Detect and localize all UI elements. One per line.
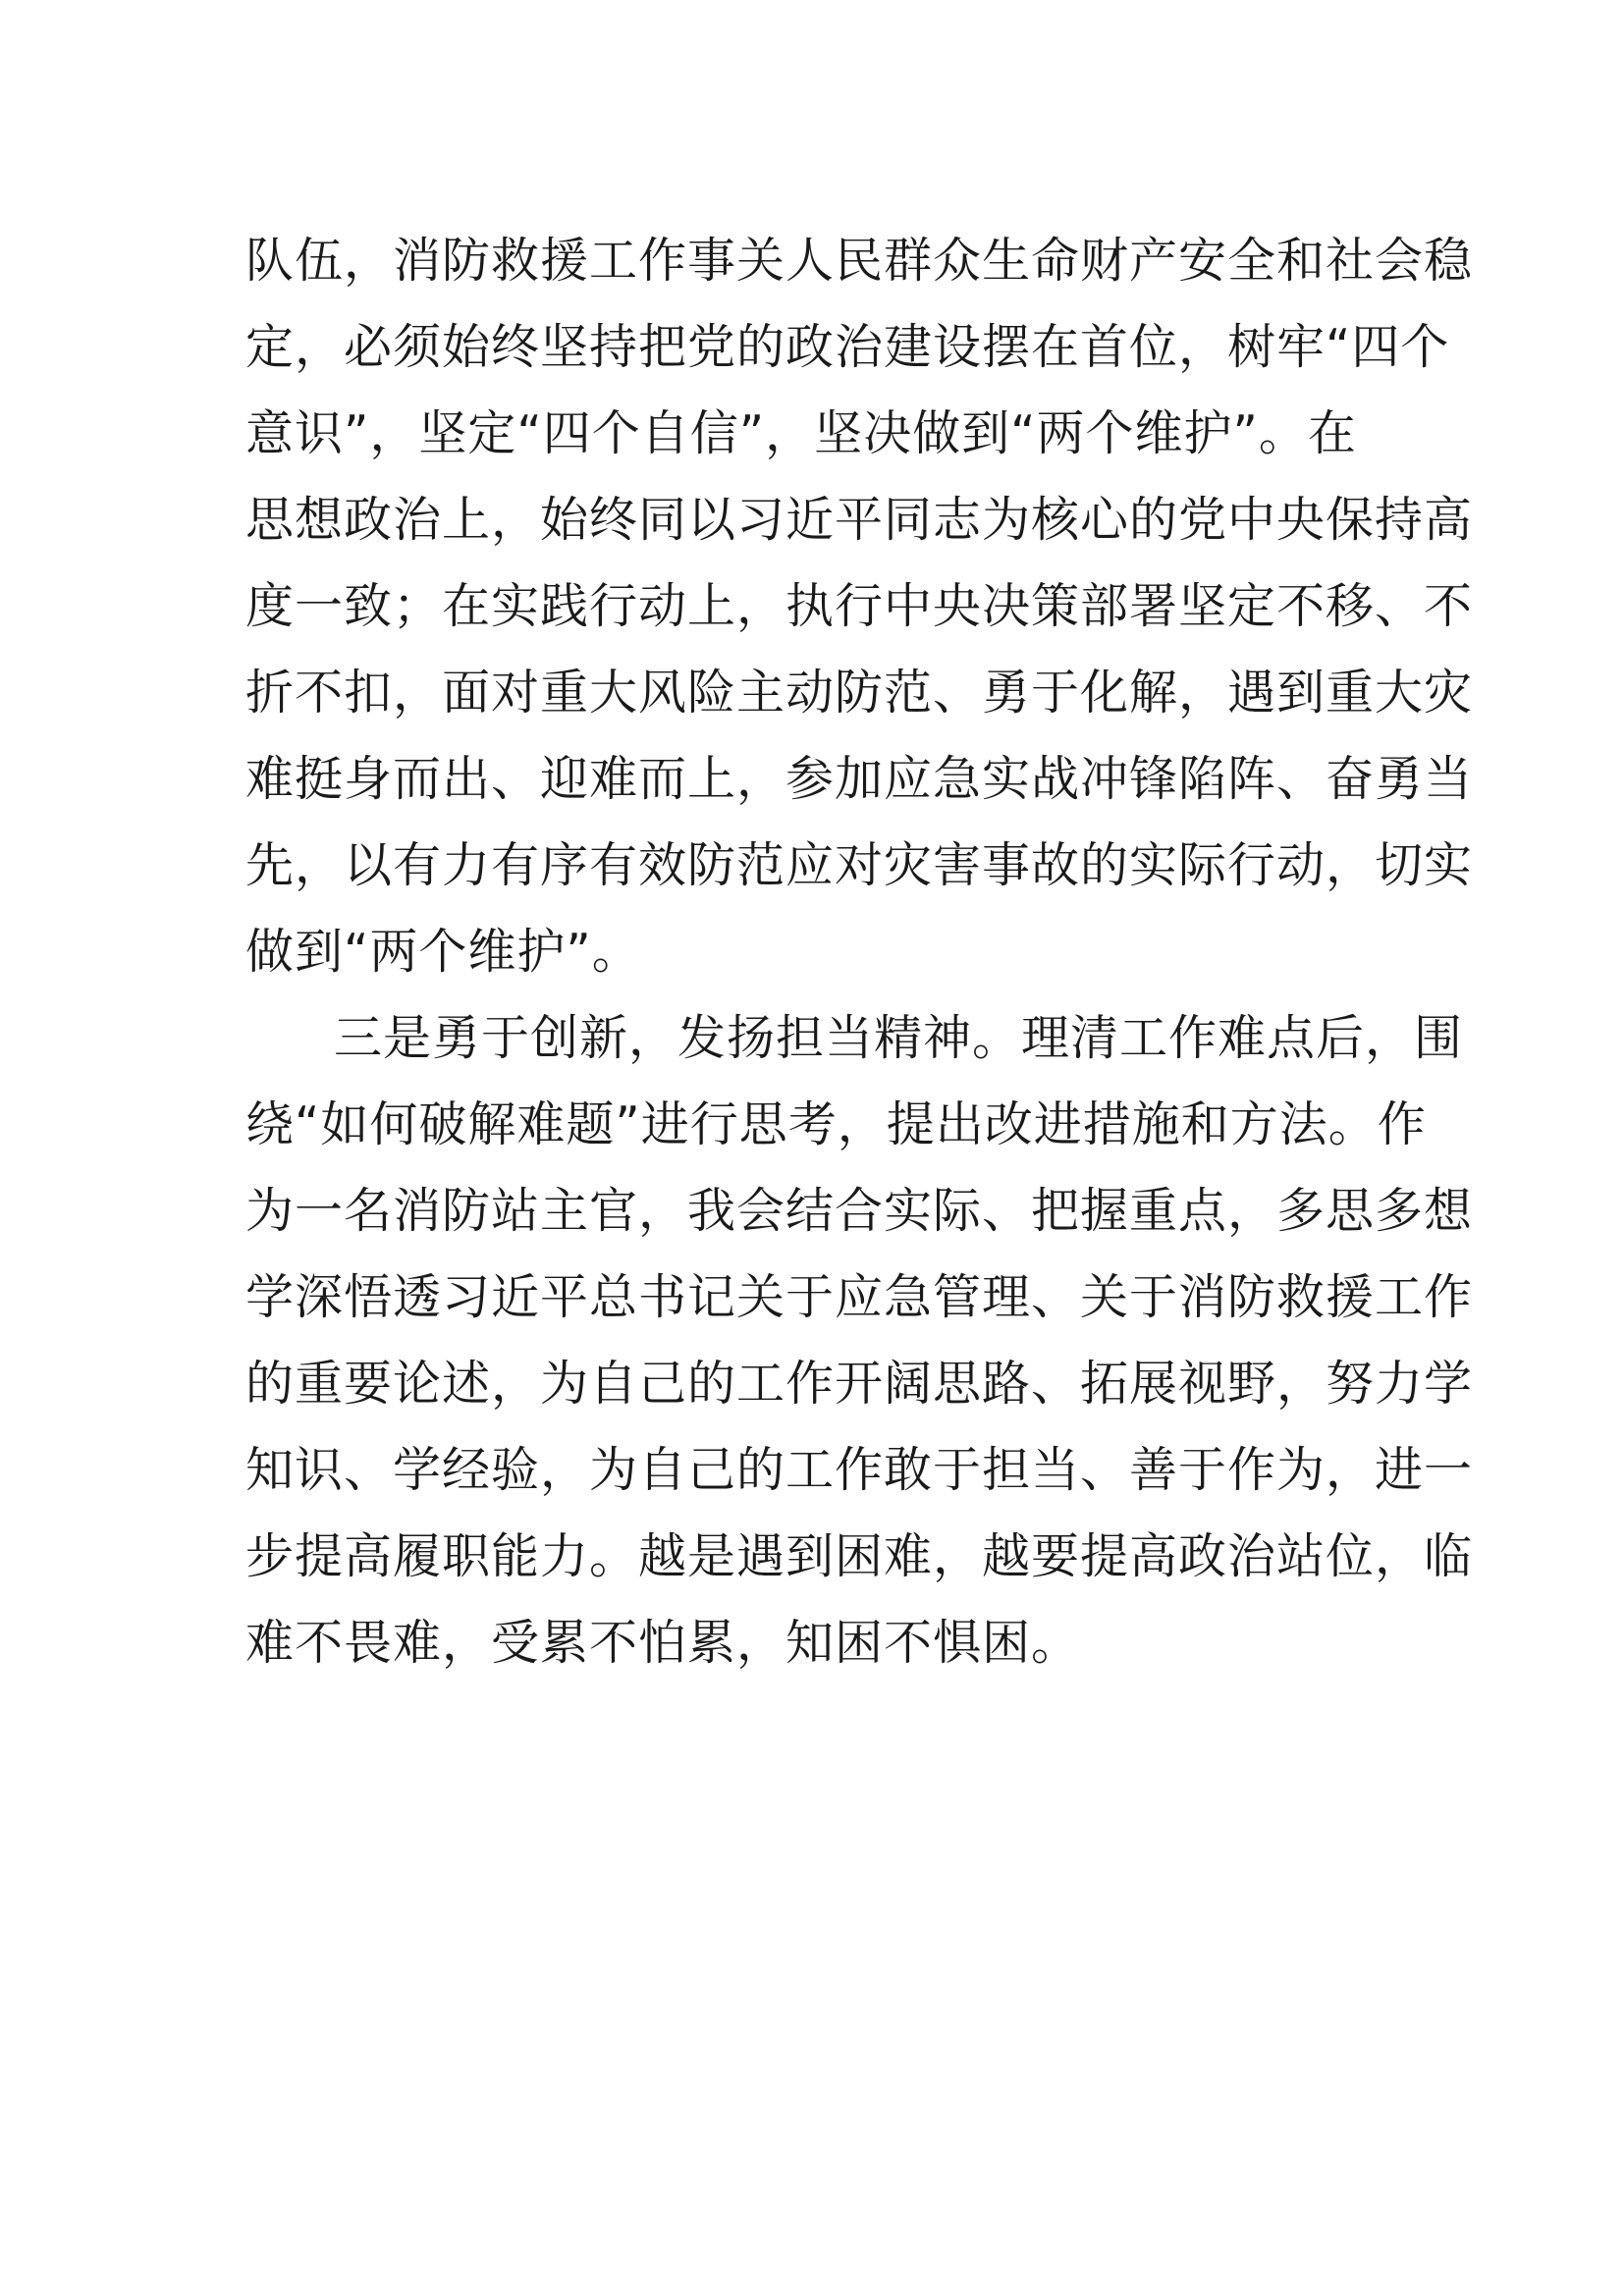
text-line: 定，必须始终坚持把党的政治建设摆在首位，树牢“四个	[245, 319, 1450, 375]
text-line: 思想政治上，始终同以习近平同志为核心的党中央保持高	[245, 492, 1474, 548]
text-line: 先，以有力有序有效防范应对灾害事故的实际行动，切实	[245, 837, 1474, 893]
text-line: 绕“如何破解难题”进行思考，提出改进措施和方法。作	[245, 1096, 1427, 1152]
text-line: 折不扣，面对重大风险主动防范、勇于化解，遇到重大灾	[245, 665, 1474, 721]
text-line: 学深悟透习近平总书记关于应急管理、关于消防救援工作	[245, 1269, 1474, 1325]
paragraph-start-line: 三是勇于创新，发扬担当精神。理清工作难点后，围	[334, 1010, 1464, 1066]
text-line: 知识、学经验，为自己的工作敢于担当、善于作为，进一	[245, 1442, 1474, 1498]
text-line: 意识”，坚定“四个自信”，坚决做到“两个维护”。在	[245, 405, 1357, 461]
text-line: 队伍，消防救援工作事关人民群众生命财产安全和社会稳	[245, 233, 1474, 289]
text-line: 为一名消防站主官，我会结合实际、把握重点，多思多想	[245, 1183, 1474, 1239]
text-line: 度一致；在实践行动上，执行中央决策部署坚定不移、不	[245, 578, 1474, 634]
text-line: 的重要论述，为自己的工作开阔思路、拓展视野，努力学	[245, 1356, 1474, 1412]
text-line: 难不畏难，受累不怕累，知困不惧困。	[245, 1615, 1081, 1671]
text-line: 难挺身而出、迎难而上，参加应急实战冲锋陷阵、奋勇当	[245, 751, 1474, 807]
text-line: 步提高履职能力。越是遇到困难，越要提高政治站位，临	[245, 1528, 1474, 1584]
document-body	[245, 218, 1474, 1686]
text-line: 做到“两个维护”。	[245, 924, 641, 980]
